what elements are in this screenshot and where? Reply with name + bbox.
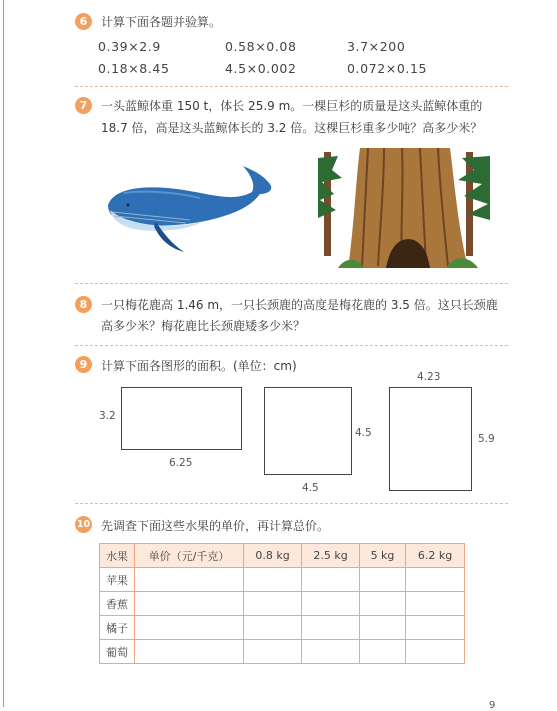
answer-cell[interactable] xyxy=(360,640,406,664)
question-7-line-1: 一头蓝鲸体重 150 t，体长 25.9 m。一棵巨杉的质量是这头蓝鲸体重的 xyxy=(101,99,483,113)
calc-item: 4.5×0.002 xyxy=(225,61,297,76)
question-8-number: 8 xyxy=(75,296,92,313)
section-divider xyxy=(75,503,508,504)
fruit-name: 香蕉 xyxy=(100,592,135,616)
square-2-bottom-label: 4.5 xyxy=(302,482,319,494)
answer-cell[interactable] xyxy=(244,592,302,616)
question-6-prompt: 计算下面各题并验算。 xyxy=(101,15,222,29)
answer-cell[interactable] xyxy=(302,592,360,616)
fruit-price-table xyxy=(99,543,465,664)
header-fruit: 水果 xyxy=(100,544,135,568)
header-qty-6-2: 6.2 kg xyxy=(406,544,465,568)
question-7-number: 7 xyxy=(75,97,92,114)
answer-cell[interactable] xyxy=(302,568,360,592)
giant-sequoia-illustration xyxy=(318,148,490,268)
fruit-name: 葡萄 xyxy=(100,640,135,664)
question-9-prompt: 计算下面各图形的面积。(单位：cm) xyxy=(101,359,297,373)
answer-cell[interactable] xyxy=(302,640,360,664)
calc-item: 0.18×8.45 xyxy=(98,61,170,76)
header-qty-2-5: 2.5 kg xyxy=(302,544,360,568)
section-divider xyxy=(75,86,508,87)
answer-cell[interactable] xyxy=(406,616,465,640)
question-8-line-1: 一只梅花鹿高 1.46 m，一只长颈鹿的高度是梅花鹿的 3.5 倍。这只长颈鹿 xyxy=(101,298,498,312)
fruit-name: 苹果 xyxy=(100,568,135,592)
rectangle-1-height-label: 3.2 xyxy=(99,410,116,422)
answer-cell[interactable] xyxy=(135,592,244,616)
header-qty-0-8: 0.8 kg xyxy=(244,544,302,568)
section-divider xyxy=(75,345,508,346)
question-6-number: 6 xyxy=(75,13,92,30)
table-row xyxy=(100,640,465,664)
answer-cell[interactable] xyxy=(406,640,465,664)
calc-item: 0.072×0.15 xyxy=(347,61,428,76)
section-divider xyxy=(75,283,508,284)
page-number: 9 xyxy=(489,700,496,711)
question-9-number: 9 xyxy=(75,356,92,373)
answer-cell[interactable] xyxy=(406,568,465,592)
table-row xyxy=(100,616,465,640)
square-2 xyxy=(264,387,352,475)
answer-cell[interactable] xyxy=(244,640,302,664)
answer-cell[interactable] xyxy=(406,592,465,616)
answer-cell[interactable] xyxy=(135,568,244,592)
answer-cell[interactable] xyxy=(302,616,360,640)
table-row xyxy=(100,568,465,592)
blue-whale-illustration xyxy=(104,160,276,255)
question-10-prompt: 先调查下面这些水果的单价，再计算总价。 xyxy=(101,519,330,533)
answer-cell[interactable] xyxy=(360,616,406,640)
header-qty-5: 5 kg xyxy=(360,544,406,568)
table-row xyxy=(100,592,465,616)
answer-cell[interactable] xyxy=(135,640,244,664)
answer-cell[interactable] xyxy=(244,616,302,640)
page-left-border xyxy=(3,0,4,707)
answer-cell[interactable] xyxy=(360,568,406,592)
rectangle-3-height-label: 5.9 xyxy=(478,433,495,445)
calc-item: 0.39×2.9 xyxy=(98,39,161,54)
answer-cell[interactable] xyxy=(360,592,406,616)
rectangle-1 xyxy=(121,387,242,450)
question-7-line-2: 18.7 倍，高是这头蓝鲸体长的 3.2 倍。这棵巨杉重多少吨？高多少米？ xyxy=(101,121,483,135)
rectangle-1-width-label: 6.25 xyxy=(169,457,193,469)
question-10-number: 10 xyxy=(75,516,92,533)
rectangle-3-width-label: 4.23 xyxy=(417,371,441,383)
answer-cell[interactable] xyxy=(244,568,302,592)
question-8-line-2: 高多少米？梅花鹿比长颈鹿矮多少米？ xyxy=(101,319,306,333)
header-unit-price: 单价（元/千克） xyxy=(135,544,244,568)
calc-item: 3.7×200 xyxy=(347,39,406,54)
table-header-row xyxy=(100,544,465,568)
calc-item: 0.58×0.08 xyxy=(225,39,297,54)
square-2-side-label: 4.5 xyxy=(355,427,372,439)
rectangle-3 xyxy=(389,387,472,491)
fruit-name: 橘子 xyxy=(100,616,135,640)
answer-cell[interactable] xyxy=(135,616,244,640)
